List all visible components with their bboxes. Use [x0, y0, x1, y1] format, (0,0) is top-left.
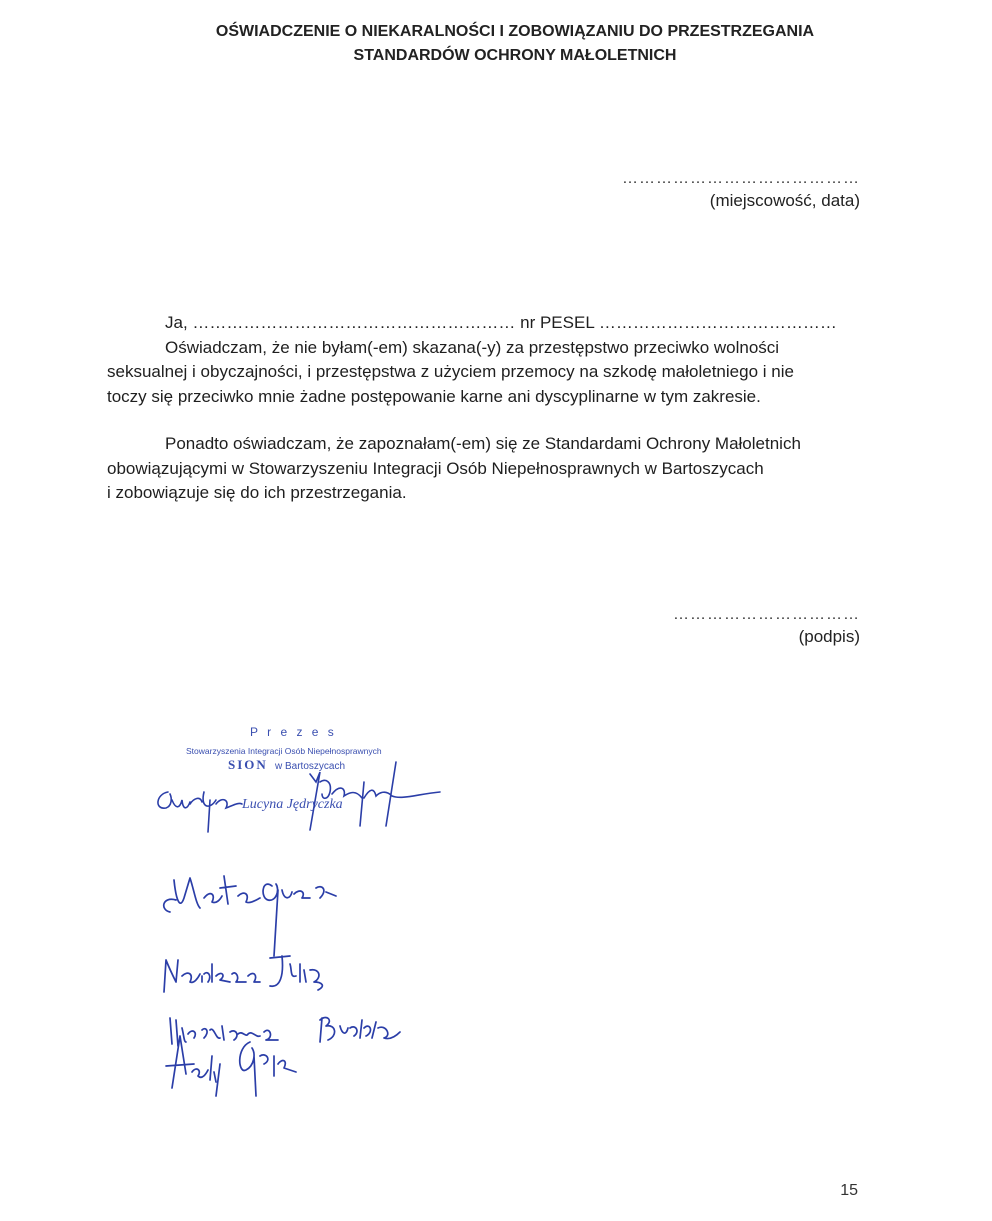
name-pesel-line: Ja, ………………………………………………… nr PESEL …………………………………… — [165, 313, 837, 332]
signature-caption: (podpis) — [798, 627, 860, 646]
title-line-1: OŚWIADCZENIE O NIEKARALNOŚCI I ZOBOWIĄZANIU DO PRZESTRZEGANIA — [215, 23, 815, 40]
svg-text:w Bartoszycach: w Bartoszycach — [275, 761, 346, 772]
member-signatures — [150, 860, 450, 1100]
page-number: 15 — [840, 1182, 858, 1199]
document-title — [0, 20, 992, 68]
declaration-paragraph — [107, 311, 867, 409]
declaration-line-2: seksualnej i obyczajności, i przestępstwa z użyciem przemocy na szkodę małoletniego i nie — [107, 362, 794, 381]
standards-line-2: obowiązującymi w Stowarzyszeniu Integracji Osób Niepełnosprawnych w Bartoszycach — [107, 458, 764, 478]
svg-text:SION: SION — [228, 757, 268, 772]
president-stamp — [150, 722, 450, 842]
declaration-line-1: Oświadczam, że nie byłam(-em) skazana(-y) za przestępstwo przeciwko wolności — [165, 337, 780, 357]
place-date-caption: (miejscowość, data) — [709, 191, 860, 210]
standards-line-3: i zobowiązuje się do ich przestrzegania. — [107, 483, 407, 502]
svg-text:Lucyna Jędryczka: Lucyna Jędryczka — [242, 797, 343, 812]
svg-text:P r e z e s: P r e z e s — [250, 725, 337, 739]
svg-text:Stowarzyszenia Integracji Osób: Stowarzyszenia Integracji Osób Niepełnosprawnych — [186, 746, 382, 756]
standards-paragraph — [107, 432, 867, 506]
standards-line-1: Ponadto oświadczam, że zapoznałam(-em) się ze Standardami Ochrony Małoletnich — [165, 434, 801, 453]
title-line-2: STANDARDÓW OCHRONY MAŁOLETNICH — [353, 47, 677, 64]
signature-dots: …………………………… — [673, 606, 860, 623]
declaration-line-3: toczy się przeciwko mnie żadne postępowanie karne ani dyscyplinarne w tym zakresie. — [107, 386, 761, 406]
place-date-dots: …………………………………… — [622, 170, 860, 187]
